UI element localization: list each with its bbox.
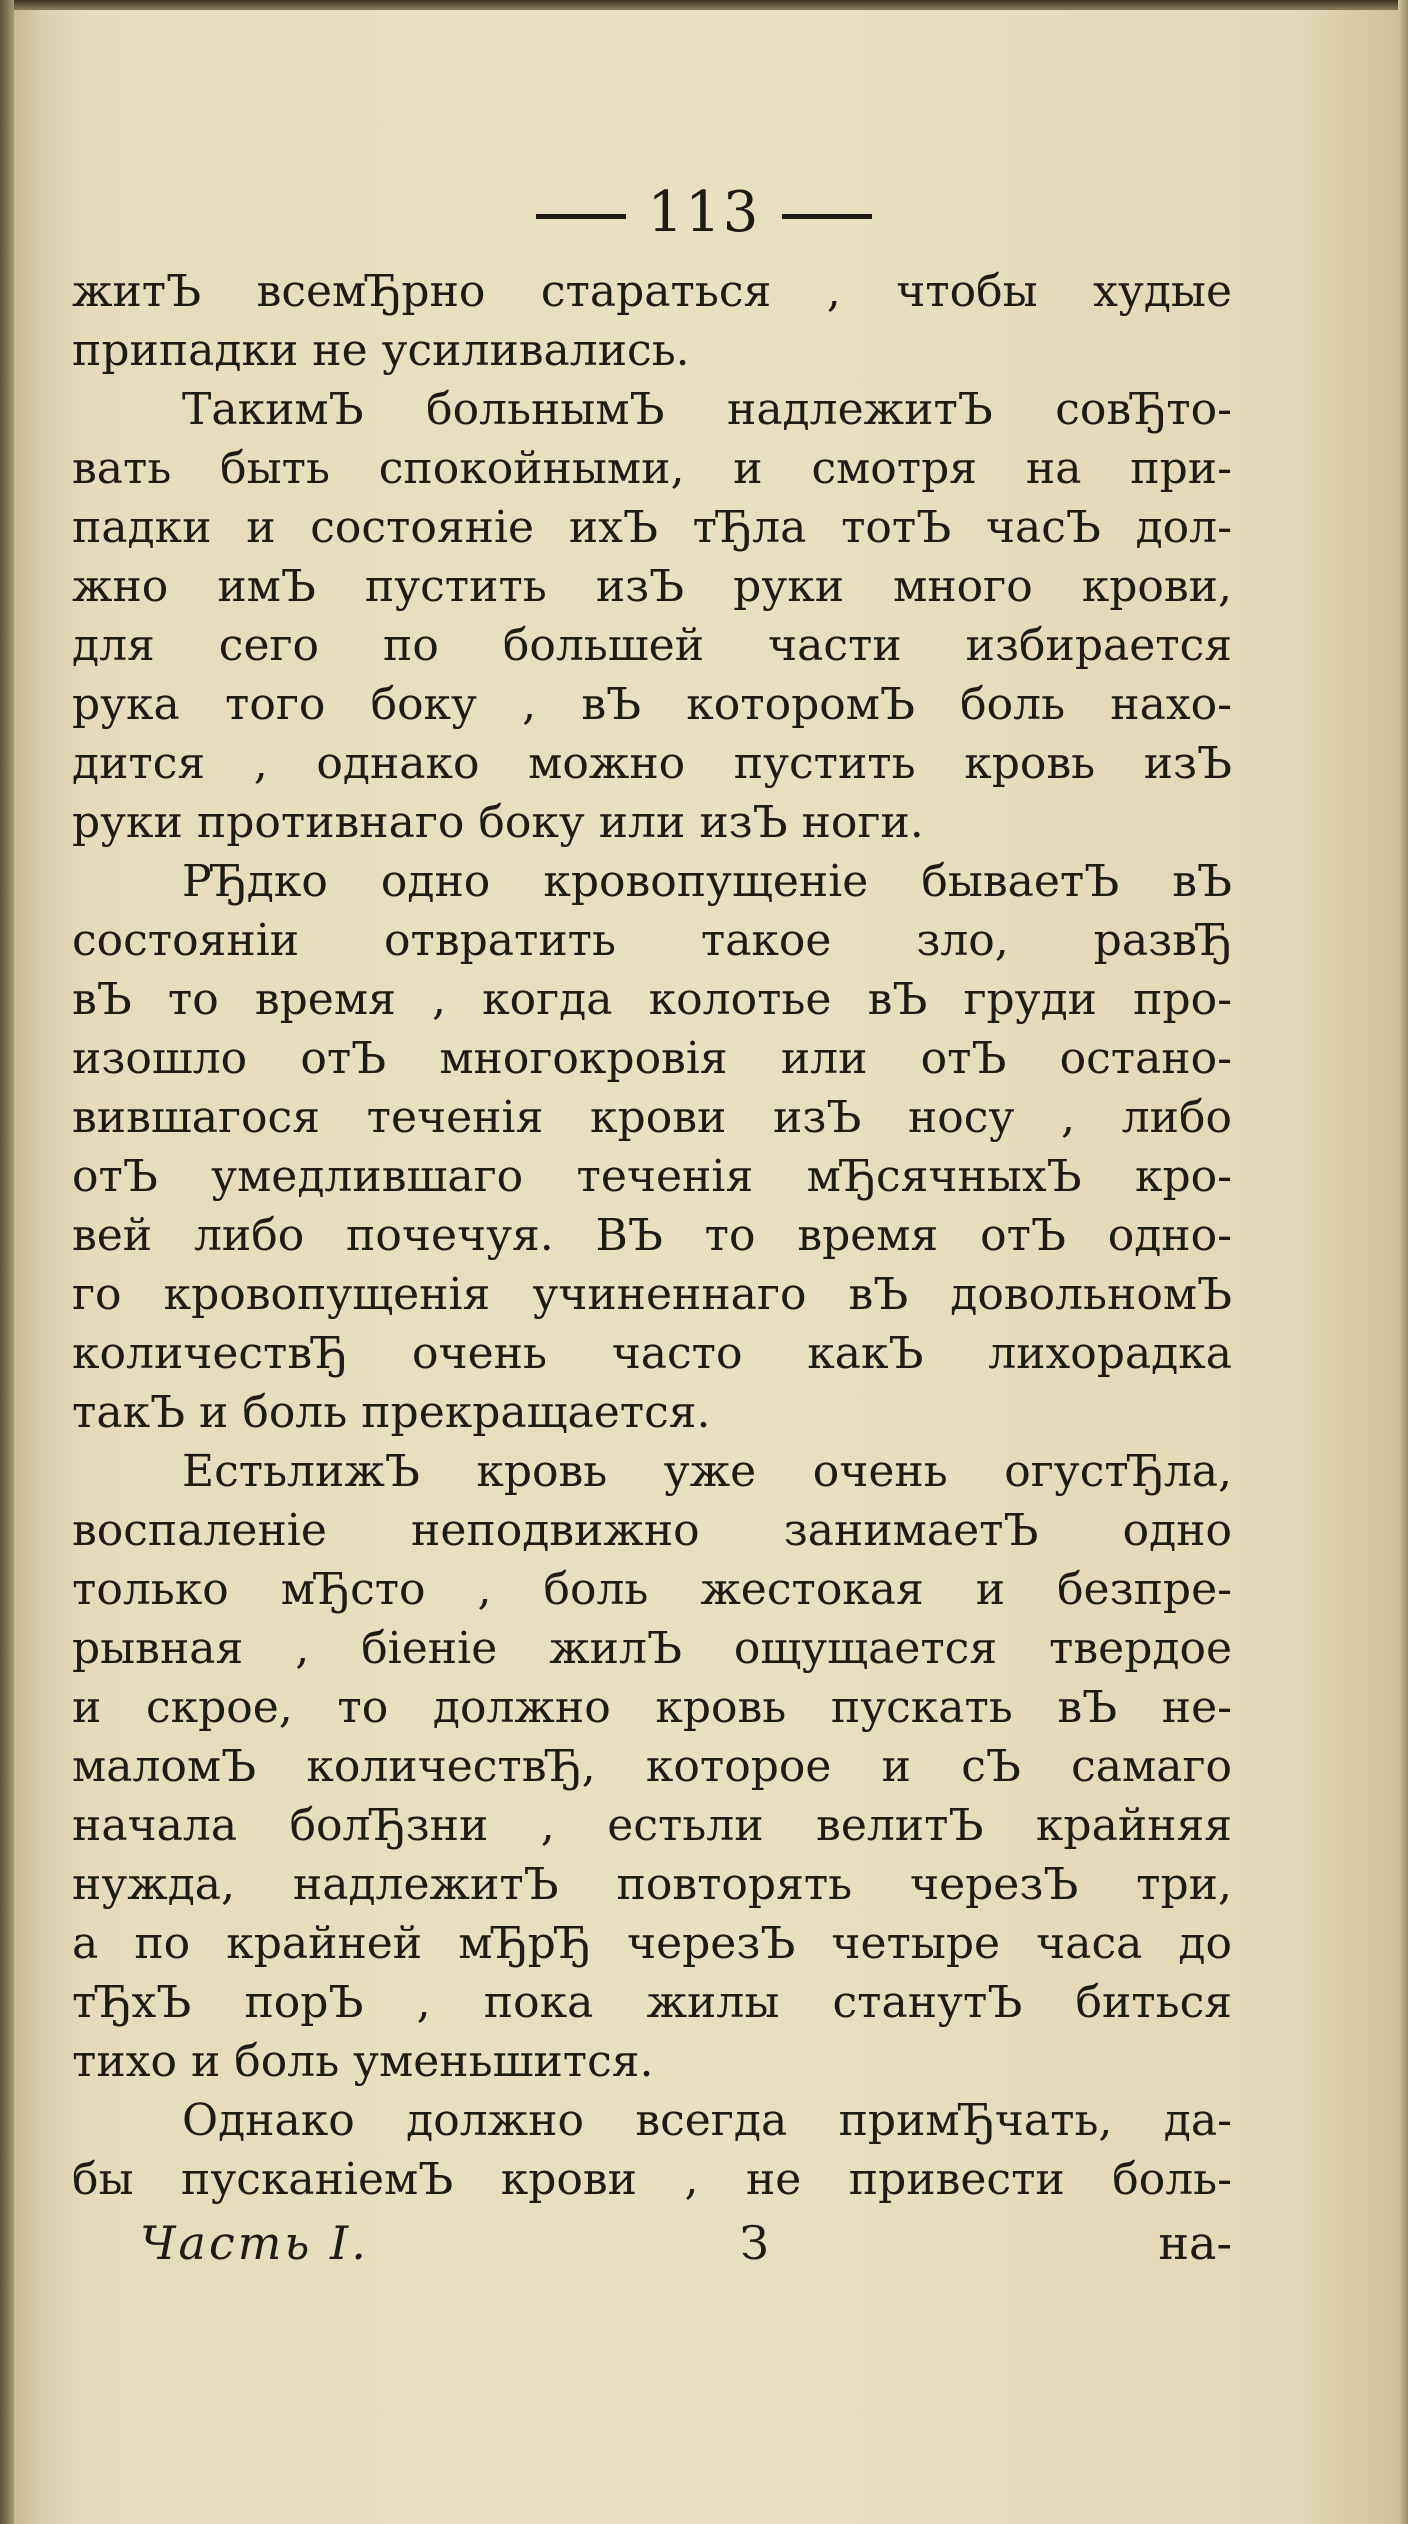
text-line: состоянiи отвратить такое зло, развЂ: [72, 915, 1232, 966]
text-line: рука того боку , вЪ которомЪ боль нахо-: [72, 679, 1232, 730]
text-line: воспаленiе неподвижно занимаетЪ одно: [72, 1505, 1232, 1556]
text-line: падки и состоянiе ихЪ тЂла тотЪ часЪ дол-: [72, 502, 1232, 553]
text-line: ЕстьлижЪ кровь уже очень огустЂла,: [182, 1446, 1232, 1497]
text-line: вать быть спокойными, и смотря на при-: [72, 443, 1232, 494]
text-line: ТакимЪ больнымЪ надлежитЪ совЂто-: [182, 384, 1232, 435]
footer-catchword: на-: [1158, 2216, 1232, 2270]
text-line: отЪ умедлившаго теченiя мЂсячныхЪ кро-: [72, 1151, 1232, 1202]
text-line: начала болЂзни , естьли велитЪ крайняя: [72, 1800, 1232, 1851]
footer-signature-mark: З: [740, 2216, 769, 2270]
text-line: для сего по большей части избирается: [72, 620, 1232, 671]
text-line: такЪ и боль прекращается.: [72, 1387, 711, 1438]
text-line: руки противнаго боку или изЪ ноги.: [72, 797, 924, 848]
text-line: тихо и боль уменьшится.: [72, 2036, 654, 2087]
text-line: только мЂсто , боль жестокая и безпре-: [72, 1564, 1232, 1615]
text-line: а по крайней мЂрЂ черезЪ четыре часа до: [72, 1918, 1232, 1969]
text-line: нужда, надлежитЪ повторять черезЪ три,: [72, 1859, 1232, 1910]
page-footer: [140, 2216, 1232, 2278]
text-line: дится , однако можно пустить кровь изЪ: [72, 738, 1232, 789]
text-line: маломЪ количествЂ, которое и сЪ самаго: [72, 1741, 1232, 1792]
page-right-edge: [1398, 0, 1408, 2524]
body-text: [72, 262, 1232, 2209]
text-line: вившагося теченiя крови изЪ носу , либо: [72, 1092, 1232, 1143]
header-dash-left: [536, 214, 626, 219]
text-line: изошло отЪ многокровiя или отЪ остано-: [72, 1033, 1232, 1084]
text-line: РЂдко одно кровопущенiе бываетЪ вЪ: [182, 856, 1232, 907]
text-line: и скрое, то должно кровь пускать вЪ не-: [72, 1682, 1232, 1733]
footer-part-label: Часть I.: [140, 2216, 369, 2270]
text-line: вЪ то время , когда колотье вЪ груди про-: [72, 974, 1232, 1025]
text-line: припадки не усиливались.: [72, 325, 690, 376]
text-line: жно имЪ пустить изЪ руки много крови,: [72, 561, 1232, 612]
text-line: рывная , бiенiе жилЪ ощущается твердое: [72, 1623, 1232, 1674]
text-line: вей либо почечуя. ВЪ то время отЪ одно-: [72, 1210, 1232, 1261]
text-line: бы пусканiемЪ крови , не привести боль-: [72, 2154, 1232, 2205]
text-line: количествЂ очень часто какЪ лихорадка: [72, 1328, 1232, 1379]
page-number: 113: [647, 180, 761, 245]
text-line: Однако должно всегда примЂчать, да-: [182, 2095, 1232, 2146]
header-dash-right: [782, 214, 872, 219]
text-line: тЂхЪ порЪ , пока жилы станутЪ биться: [72, 1977, 1232, 2028]
page-binding-edge: [0, 0, 14, 2524]
page-top-edge: [0, 0, 1408, 10]
text-line: го кровопущенiя учиненнаго вЪ довольномЪ: [72, 1269, 1232, 1320]
text-line: житЪ всемЂрно стараться , чтобы худые: [72, 266, 1232, 317]
page-number-header: [0, 180, 1408, 245]
